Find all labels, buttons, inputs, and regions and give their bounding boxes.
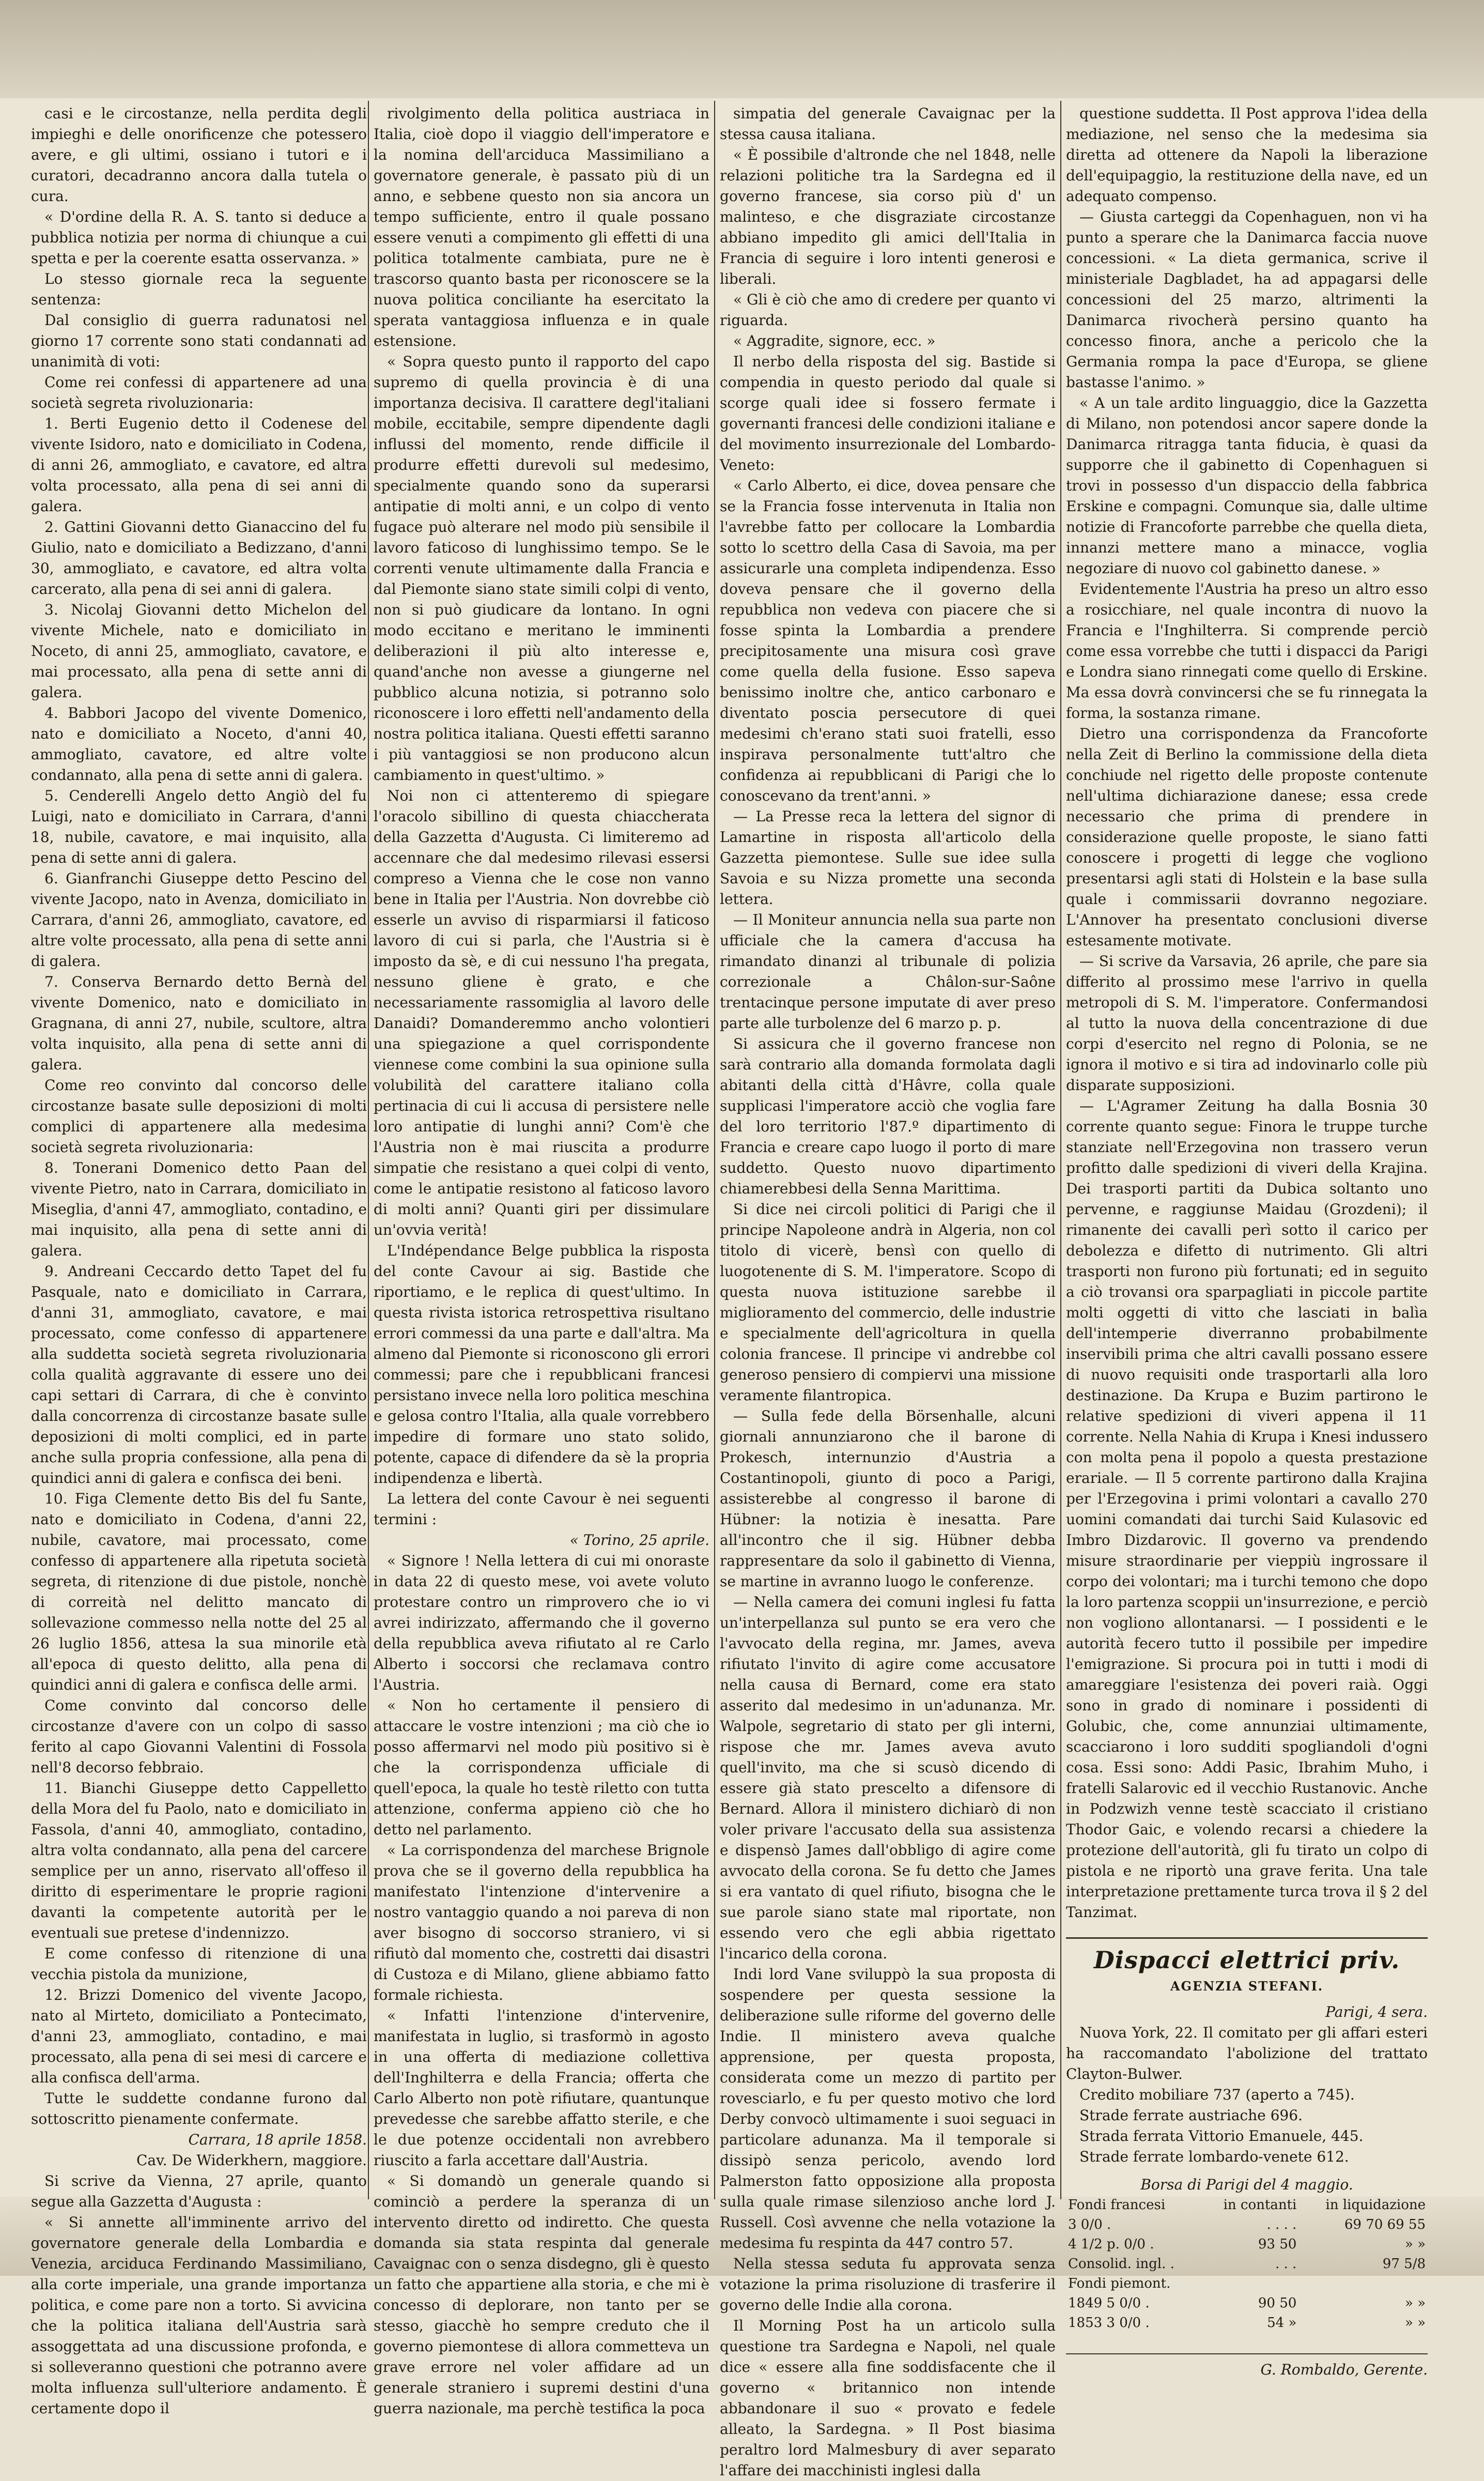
- paragraph: Indi lord Vane sviluppò la sua proposta di sospendere per questa sessione la deliberazione sulle riforme del governo delle Indie. Il ministero aveva qualche apprensione, per questa proposta, considerata come un mezzo di partito per rovesciarlo, e fu per questo motivo che lord Derby convocò ultimamente i suoi seguaci in particolare adunanza. Ma il temporale si dissipò senza pericolo, avendo lord Palmerston fatto opposizione alla proposta sulla quale rimase silenzioso anche lord J. Russell. Così avvenne che nella votazione la medesima fu respinta da 447 contro 57.: [720, 1966, 1056, 2252]
- table-row: [1066, 2274, 1428, 2293]
- table-header-cell: in liquidazione: [1325, 2197, 1426, 2213]
- paragraph: 11. Bianchi Giuseppe detto Cappelletto della Mora del fu Paolo, nato e domiciliato in Fassola, d'anni 40, ammogliato, contadino, altra volta condannato, alla pena del carcere semplice per un anno, riservato all'offeso il diritto di esperimentare le proprie ragioni davanti la competente autorità per le eventuali sue pretese d'indennizzo.: [31, 1780, 367, 1941]
- paragraph: — Si scrive da Varsavia, 26 aprile, che pare sia differito al prossimo mese l'arrivo in quella metropoli di S. M. l'imperatore. Confermandosi al tutto la nuova della concentrazione di due corpi d'esercito nel regno di Polonia, se ne ignora il motivo e si tira ad indovinarlo colle più disparate supposizioni.: [1066, 953, 1428, 1094]
- paragraph: — Il Moniteur annuncia nella sua parte non ufficiale che la camera d'accusa ha rimandato dinanzi al tribunale di polizia correzionale a Châlon-sur-Saône trentacinque persone imputate di aver preso parte alle turbolenze del 6 marzo p. p.: [720, 911, 1056, 1032]
- paragraph: 5. Cenderelli Angelo detto Angiò del fu Luigi, nato e domiciliato in Carrara, d'anni 18, nubile, cavatore, e mai inquisito, alla pena di sette anni di galera.: [31, 787, 367, 866]
- table-cell: 97 5/8: [1382, 2256, 1426, 2272]
- table-cell: Fondi piemont.: [1068, 2276, 1171, 2291]
- table-cell: » »: [1404, 2237, 1426, 2252]
- paragraph: « D'ordine della R. A. S. tanto si deduce a pubblica notizia per norma di chiunque a cui spetta e per la coerente esatta osservanza. »: [31, 208, 367, 267]
- manager-signature: G. Rombaldo, Gerente.: [1066, 2353, 1428, 2380]
- table-row: [1066, 2254, 1428, 2274]
- paragraph: 4. Babbori Jacopo del vivente Domenico, nato e domiciliato a Noceto, d'anni 40, ammogliato, cavatore, ed altre volte condannato, alla pena di sette anni di galera.: [31, 705, 367, 784]
- paragraph: « Non ho certamente il pensiero di attaccare le vostre intenzioni ; ma ciò che io posso affermarvi nel modo più positivo si è che la corrispondenza ufficiale di quell'epoca, la quale ho testè riletto con tutta attenzione, conferma appieno ciò che ho detto nel parlamento.: [374, 1697, 709, 1838]
- paragraph: Dietro una corrispondenza da Francoforte nella Zeit di Berlino la commissione della dieta conchiude nel rigetto delle proposte contenute nell'ultima dichiarazione danese; essa crede necessario che prima di prendere in considerazione quelle proposte, le siano fatti conoscere i progetti di legge che vogliono presentarsi agli stati di Holstein e la base sulla quale i commissarii dovranno negoziare. L'Annover ha presentato conclusioni diverse estesamente motivate.: [1066, 725, 1428, 949]
- paragraph: — Nella camera dei comuni inglesi fu fatta un'interpellanza sul punto se era vero che l'avvocato della regina, mr. James, aveva rifiutato l'invito di agire come accusatore nella causa di Bernard, come era stato asserito dal medesimo in un'adunanza. Mr. Walpole, segretario di stato per gli interni, rispose che mr. James aveva avuto quell'invito, ma che si scusò dicendo di essere già stato prescelto a difensore di Bernard. Allora il ministero dichiarò di non voler privare l'accusato della sua assistenza e dispensò James dall'obbligo di agire come avvocato della corona. Se fu detto che James si era vantato di quel rifiuto, bisogna che le sue parole siano state mal riportate, non essendo vero che egli abbia rigettato l'incarico della corona.: [720, 1594, 1056, 1962]
- paragraph: 12. Brizzi Domenico del vivente Jacopo, nato al Mirteto, domiciliato a Pontecimato, d'anni 23, ammogliato, contadino, e mai processato, alla pena di sei mesi di carcere e alla confisca dell'arma.: [31, 1986, 367, 2086]
- paragraph: « A un tale ardito linguaggio, dice la Gazzetta di Milano, non potendosi ancor sapere donde la Danimarca ritragga tanta fiducia, è quasi da supporre che il gabinetto di Copenhaguen si trovi in possesso d'un dispaccio della fabbrica Erskine e compagni. Comunque sia, dalle ultime notizie di Francoforte parrebbe che quella dieta, innanzi mettere mano a minacce, voglia negoziare di nuovo col gabinetto danese. »: [1066, 394, 1428, 577]
- dispatch-item: Strada ferrata Vittorio Emanuele, 445.: [1079, 2127, 1364, 2145]
- table-cell: 1849 5 0/0 .: [1068, 2295, 1150, 2311]
- paragraph: « È possibile d'altronde che nel 1848, nelle relazioni politiche tra la Sardegna ed il governo francese, sia corso più d' un malinteso, e che disgraziate circostanze abbiano impedito gli amici dell'Italia in Francia di seguire i loro intenti generosi e liberali.: [720, 146, 1056, 287]
- paragraph: 7. Conserva Bernardo detto Bernà del vivente Domenico, nato e domiciliato in Gragnana, di anni 27, nubile, scultore, altra volta inquisito, alla pena di sette anni di galera.: [31, 973, 367, 1073]
- paragraph: « Aggradite, signore, ecc. »: [733, 332, 936, 349]
- paragraph: rivolgimento della politica austriaca in Italia, cioè dopo il viaggio dell'imperatore e la nomina dell'arciduca Massimiliano a governatore generale, è passato più di un anno, e sebbene questo non sia ancora un tempo sufficiente, entro il quale possano essere venuti a compimento gli effetti di una politica totalmente cambiata, pure ne è trascorso quanto basta per riconoscere se la nuova politica conciliante ha esercitato la sperata vantaggiosa influenza e in quale estensione.: [374, 105, 709, 349]
- paragraph: Lo stesso giornale reca la seguente sentenza:: [31, 270, 367, 308]
- dateline: Carrara, 18 aprile 1858.: [188, 2131, 367, 2148]
- paragraph: « La corrispondenza del marchese Brignole prova che se il governo della repubblica ha manifestato l'intenzione d'intervenire a nostro vantaggio quando a noi pareva di non aver bisogno di soccorso straniero, vi si rifiutò dal momento che, costretti dai disastri di Custoza e di Milano, gliene abbiamo fatto formale richiesta.: [374, 1842, 709, 2003]
- paragraph: Il nerbo della risposta del sig. Bastide si compendia in questo periodo dal quale si scorge quali idee si fossero fermate i governanti francesi delle condizioni italiane e del movimento insurrezionale del Lombardo-Veneto:: [720, 353, 1056, 473]
- paragraph: 1. Berti Eugenio detto il Codenese del vivente Isidoro, nato e domiciliato in Codena, di anni 26, ammogliato, e cavatore, ed altra volta processato, alla pena di sei anni di galera.: [31, 415, 367, 515]
- column-rule: [368, 101, 369, 2199]
- dispatches-heading: Dispacci elettrici priv.: [1066, 1937, 1428, 1974]
- table-row: [1066, 2234, 1428, 2254]
- paragraph: Nella stessa seduta fu approvata senza votazione la prima risoluzione di trasferire il governo delle Indie alla corona.: [720, 2255, 1056, 2314]
- table-cell: » »: [1404, 2295, 1426, 2311]
- table-cell: Consolid. ingl. .: [1068, 2256, 1174, 2272]
- table-cell: [1203, 2274, 1298, 2293]
- paragraph: L'Indépendance Belge pubblica la risposta del conte Cavour ai sig. Bastide che riportiamo, e le replica di quest'ultimo. In questa rivista istorica retrospettiva risultano errori commessi da una parte e dall'altra. Ma almeno dal Piemonte si riconoscono gli errori commessi; pare che i repubblicani francesi persistano invece nella loro politica meschina e gelosa contro l'Italia, alla quale vorrebbero impedire di formare uno stato solido, potente, capace di difendere da sè la propria indipendenza e libertà.: [374, 1242, 709, 1487]
- column-3: [720, 103, 1056, 2479]
- column-rule: [1060, 101, 1061, 2199]
- paragraph: Si dice nei circoli politici di Parigi che il principe Napoleone andrà in Algeria, non col titolo di vicerè, bensì con quello di luogotenente di S. M. l'imperatore. Scopo di questa nuova istituzione sarebbe il miglioramento del commercio, delle industrie e specialmente dell'agricoltura in quella colonia francese. Il principe vi andrebbe col generoso pensiero di compiervi una missione veramente filantropica.: [720, 1201, 1056, 1404]
- paragraph: « Sopra questo punto il rapporto del capo supremo di quella provincia è di una importanza decisiva. Il carattere degl'italiani mobile, eccitabile, sempre dipendente dagli influssi del momento, rende difficile il produrre effetti durevoli sul medesimo, specialmente quando sono da superarsi antipatie di molti anni, e un colpo di vento fugace può alterare nel modo più sensibile il lavoro faticoso di lunghissimo tempo. Se le correnti venute ultimamente dalla Francia e dal Piemonte siano state simili colpi di vento, non si può giudicare da lontano. In ogni modo eccitano e meritano le imminenti deliberazioni il più alto interesse e, quand'anche non avesse a giungerne nel pubblico alcuna notizia, si potranno solo riconoscere i loro effetti nell'andamento della nostra politica italiana. Questi effetti saranno i più vantaggiosi se non producono alcun cambiamento in quest'ultimo. »: [374, 353, 709, 784]
- table-cell: . . .: [1275, 2256, 1297, 2272]
- paragraph: « Infatti l'intenzione d'intervenire, manifestata in luglio, si trasformò in agosto in una offerta di mediazione collettiva dell'Inghilterra e della Francia; offerta che Carlo Alberto non potè rifiutare, quantunque prevedesse che sarebbe affatto sterile, e che le due potenze occidentali non avrebbero riuscito a farla accettare dall'Austria.: [374, 2007, 709, 2169]
- paragraph: Come reo convinto dal concorso delle circostanze basate sulle deposizioni di molti complici di appartenere alla medesima società segreta rivoluzionaria:: [31, 1077, 367, 1156]
- paragraph: Dal consiglio di guerra radunatosi nel giorno 17 corrente sono stati condannati ad unanimità di voti:: [31, 312, 367, 370]
- table-cell: . . . .: [1266, 2217, 1297, 2232]
- paragraph: 3. Nicolaj Giovanni detto Michelon del vivente Michele, nato e domiciliato in Noceto, di anni 25, ammogliato, cavatore, e mai processato, alla pena di sette anni di galera.: [31, 601, 367, 701]
- dispatch-item: Credito mobiliare 737 (aperto a 745).: [1079, 2086, 1355, 2103]
- bourse-table: [1066, 2195, 1428, 2333]
- column-1: [31, 103, 367, 2417]
- paragraph: 8. Tonerani Domenico detto Paan del vivente Pietro, nato in Carrara, domiciliato in Miseglia, d'anni 47, ammogliato, contadino, e mai inquisito, alla pena di sette anni di galera.: [31, 1159, 367, 1259]
- paragraph: questione suddetta. Il Post approva l'idea della mediazione, nel senso che la medesima sia diretta ad ottenere da Napoli la liberazione dell'equipaggio, la restituzione della nave, ed un adequato compenso.: [1066, 105, 1428, 205]
- dispatch-dateline: Parigi, 4 sera.: [1325, 2003, 1428, 2020]
- table-cell: [1298, 2274, 1428, 2293]
- table-row: [1066, 2313, 1428, 2333]
- paragraph: « Carlo Alberto, ei dice, dovea pensare che se la Francia fosse intervenuta in Italia non l'avrebbe fatto per collocare la Lombardia sotto lo scettro della Casa di Savoia, ma per assicurarle una completa indipendenza. Esso doveva pensare che il governo della repubblica non vedeva con piacere che si fosse spinta la Lombardia a prendere precipitosamente una misura così grave come quella della fusione. Esso sapeva benissimo inoltre che, antico carbonaro e diventato poscia persecutore di quei medesimi ch'erano stati suoi fratelli, esso inspirava personalmente tutt'altro che confidenza ai repubblicani di Parigi che lo conoscevano da trent'anni. »: [720, 477, 1056, 804]
- signature: Cav. De Widerkhern, maggiore.: [136, 2152, 367, 2169]
- paragraph: simpatia del generale Cavaignac per la stessa causa italiana.: [720, 105, 1056, 143]
- column-2: [374, 103, 709, 2417]
- table-cell: 93 50: [1258, 2237, 1297, 2252]
- paragraph: Come convinto dal concorso delle circostanze d'avere con un colpo di sasso ferito al capo Giovanni Valentini di Fossola nell'8 decorso febbraio.: [31, 1697, 367, 1776]
- paragraph: 9. Andreani Ceccardo detto Tapet del fu Pasquale, nato e domiciliato in Carrara, d'anni 31, ammogliato, cavatore, e mai processato, come confesso di appartenere alla suddetta società segreta rivoluzionaria colla qualità aggravante di essere uno dei capi settari di Carrara, di che è convinto dalla concorrenza di circostanze basate sulle deposizioni di molti complici, ed in parte anche sulla propria confessione, alla pena di quindici anni di galera e confisca dei beni.: [31, 1263, 367, 1487]
- table-row: [1066, 2293, 1428, 2313]
- paragraph: casi e le circostanze, nella perdita degli impieghi e delle onorificenze che potessero avere, e gli ultimi, ossiano i tutori e i curatori, decadranno ancora dalla tutela o cura.: [31, 105, 367, 205]
- table-row: [1066, 2215, 1428, 2234]
- agency-name: AGENZIA STEFANI.: [1170, 1979, 1324, 1994]
- table-header-row: [1066, 2195, 1428, 2215]
- column-4: [1066, 103, 1428, 2378]
- paragraph: 2. Gattini Giovanni detto Gianaccino del fu Giulio, nato e domiciliato a Bedizzano, d'anni 30, ammogliato, e cavatore, ed altra volta carcerato, alla pena di sei anni di galera.: [31, 518, 367, 598]
- dispatch-item: Strade ferrate lombardo-venete 612.: [1079, 2148, 1349, 2165]
- paragraph: La lettera del conte Cavour è nei seguenti termini :: [374, 1490, 709, 1528]
- dispatch-text: Nuova York, 22. Il comitato per gli affari esteri ha raccomandato l'abolizione del trattato Clayton-Bulwer.: [1066, 2024, 1428, 2082]
- paragraph: — L'Agramer Zeitung ha dalla Bosnia 30 corrente quanto segue: Finora le truppe turche stanziate nell'Erzegovina non trassero verun profitto dalle spedizioni di viveri della Krajina. Dei trasporti partiti da Dubica soltanto uno pervenne, e raggiunse Maidau (Grozdeni); il rimanente dei cavalli perì sotto il carico per debolezza e difetto di nutrimento. Gli altri trasporti non furono più fortunati; ed in seguito a ciò trovansi ora sparpagliati in piccole partite molti oggetti di vitto che lasciati in balìa dell'intemperie diverranno probabilmente inservibili prima che altri cavalli possano essere di nuovo requisiti onde trasportarli alla loro destinazione. Da Krupa e Buzim partirono le relative spedizioni di viveri appena il 11 corrente. Nella Nahia di Krupa i Knesi indussero con molta pena il popolo a questa prestazione erariale. — Il 5 corrente partirono dalla Krajina per l'Erzegovina i primi volontari a cavallo 270 uomini comandati dai turchi Said Kulasovic ed Imbro Dizdarovic. Il governo va prendendo misure straordinarie per vieppiù ingrossare il corpo dei volontari; ma i turchi temono che dopo la loro partenza scoppii un'insurrezione, e perciò non vogliono allontanarsi. — I possidenti e le autorità fecero tutto il possibile per impedire l'emigrazione. Si procura poi in tutti i modi di amareggiare l'esistenza dei poveri raià. Oggi sono in grado di nominare i possidenti di Golubic, che, come annunziai ultimamente, scacciarono i loro sudditi spogliandoli d'ogni cosa. Essi sono: Addi Pasic, Ibrahim Muho, i fratelli Salarovic ed il vecchio Rustanovic. Anche in Podzwizh venne testè scacciato il cristiano Thodor Gaic, e volendo recarsi a chiedere la protezione dell'autorità, gli fu tirato un colpo di pistola e ne riportò una grave ferita. Una tale interpretazione prettamente turca trova il § 2 del Tanzimat.: [1066, 1097, 1428, 1921]
- table-header-cell: in contanti: [1223, 2197, 1297, 2213]
- table-header-cell: Fondi francesi: [1068, 2197, 1166, 2213]
- paragraph: Tutte le suddette condanne furono dal sottoscritto pienamente confermate.: [31, 2090, 367, 2127]
- bourse-heading: Borsa di Parigi del 4 maggio.: [1140, 2176, 1353, 2193]
- table-cell: 4 1/2 p. 0/0 .: [1068, 2237, 1154, 2252]
- dispatch-item: Strade ferrate austriache 696.: [1079, 2107, 1303, 2124]
- paragraph: Si assicura che il governo francese non sarà contrario alla domanda formolata dagli abitanti della città d'Hâvre, colla quale supplicasi l'imperatore acciò che voglia fare del loro territorio l'87.º dipartimento di Francia e creare capo luogo il porto di mare suddetto. Questo nuovo dipartimento chiamerebbesi della Senna Marittima.: [720, 1035, 1056, 1197]
- paragraph: — Sulla fede della Börsenhalle, alcuni giornali annunziarono che il barone di Prokesch, internunzio d'Austria a Costantinopoli, giunto di poco a Parigi, assisterebbe al congresso il barone di Hübner: la notizia è inesatta. Pare all'incontro che il sig. Hübner debba rappresentare da solo il gabinetto di Vienna, se martine in avranno luogo le conferenze.: [720, 1407, 1056, 1590]
- paragraph: « Signore ! Nella lettera di cui mi onoraste in data 22 di questo mese, voi avete voluto protestare contro un rimprovero che io vi avrei indirizzato, affermando che il governo della repubblica aveva rifiutato al re Carlo Alberto i soccorsi che reclamava contro l'Austria.: [374, 1552, 709, 1693]
- paragraph: « Gli è ciò che amo di credere per quanto vi riguarda.: [720, 291, 1056, 329]
- paragraph: « Si annette all'imminente arrivo del governatore generale della Lombardia e Venezia, arciduca Ferdinando Massimiliano, alla corte imperiale, una grande importanza politica, e come pare non a torto. Si avvicina che la politica italiana dell'Austria sarà assoggettata ad una discussione profonda, e si solleveranno questioni che potranno avere molta influenza sull'ulteriore andamento. È certamente dopo il: [31, 2214, 367, 2417]
- paragraph: « Si domandò un generale quando si cominciò a perdere la speranza di un intervento diretto od indiretto. Che questa domanda sia stata respinta dal generale Cavaignac con o senza disdegno, gli è questo un fatto che appartiene alla storia, e che mi è concesso di deplorare, non tanto per se stesso, giacchè ho sempre creduto che il governo piemontese di allora commetteva un grave errore nel voler affidare ad un generale straniero i supremi destini d'una guerra nazionale, ma perchè testifica la poca: [374, 2172, 709, 2417]
- dateline: « Torino, 25 aprile.: [569, 1532, 709, 1549]
- paragraph: — La Presse reca la lettera del signor di Lamartine in risposta all'articolo della Gazzetta piemontese. Sulle sue idee sulla Savoia e su Nizza promette una seconda lettera.: [720, 808, 1056, 908]
- paragraph: Come rei confessi di appartenere ad una società segreta rivoluzionaria:: [31, 374, 367, 411]
- column-rule: [714, 101, 715, 2199]
- paragraph: — Giusta carteggi da Copenhaguen, non vi ha punto a sperare che la Danimarca faccia nuove concessioni. « La dieta germanica, scrive il ministeriale Dagbladet, ha ad appagarsi delle concessioni del 25 marzo, altrimenti la Danimarca rivocherà persino quanto ha concesso finora, anche a pericolo che la Germania rompa la pace d'Europa, se gliene bastasse l'animo. »: [1066, 208, 1428, 391]
- table-cell: 90 50: [1258, 2295, 1297, 2311]
- paragraph: Il Morning Post ha un articolo sulla questione tra Sardegna e Napoli, nel quale dice « essere alla fine soddisfacente che il governo « britannico non intende abbandonare il suo « provato e fedele alleato, la Sardegna. » Il Post biasima peraltro lord Malmesbury di aver separato l'affare dei macchinisti inglesi dalla: [720, 2317, 1056, 2479]
- page-top-edge: [0, 0, 1484, 98]
- table-cell: 54 »: [1267, 2315, 1297, 2331]
- paragraph: 6. Gianfranchi Giuseppe detto Pescino del vivente Jacopo, nato in Avenza, domiciliato in Carrara, d'anni 26, ammogliato, cavatore, ed altre volte processato, alla pena di sette anni di galera.: [31, 870, 367, 970]
- table-cell: 1853 3 0/0 .: [1068, 2315, 1150, 2331]
- table-cell: 69 70 69 55: [1344, 2217, 1426, 2232]
- table-cell: 3 0/0 .: [1068, 2217, 1111, 2232]
- table-cell: » »: [1404, 2315, 1426, 2331]
- paragraph: 10. Figa Clemente detto Bis del fu Sante, nato e domiciliato in Codena, d'anni 22, nubile, cavatore, mai processato, come confesso di appartenere alla ripetuta società segreta, di ritenzione di due pistole, nonchè di correità nel delitto mancato di sollevazione commesso nella notte del 25 al 26 luglio 1856, attesa la sua minorile età all'epoca di questo delitto, alla pena di quindici anni di galera e confisca delle armi.: [31, 1490, 367, 1693]
- paragraph: Evidentemente l'Austria ha preso un altro esso a rosicchiare, nel quale incontra di nuovo la Francia e l'Inghilterra. Si comprende perciò come essa vorrebbe che tutti i dispacci da Parigi e Londra siano rinnegati come quello di Erskine. Ma essa dovrà convincersi che se fu rinnegata la forma, la sostanza rimane.: [1066, 580, 1428, 722]
- paragraph: Si scrive da Vienna, 27 aprile, quanto segue alla Gazzetta d'Augusta :: [31, 2172, 367, 2210]
- paragraph: Noi non ci attenteremo di spiegare l'oracolo sibillino di questa chiaccherata della Gazzetta d'Augusta. Ci limiteremo ad accennare che dal medesimo rilevasi essersi compreso a Vienna che le cose non vanno bene in Italia per l'Austria. Non dovrebbe ciò esserle un avviso di risparmiarsi il faticoso lavoro di cui si parla, che l'Austria si è imposto da sè, e di cui nessuno l'ha pregata, nessuno gliene è grato, e che necessariamente rassomiglia al lavoro delle Danaidi? Domanderemmo ancho volontieri una spiegazione a quel corrispondente viennese come combini la sua opinione sulla volubilità del carattere italiano colla pertinacia di cui li accusa di persistere nelle loro antipatie di lunghi anni? Com'è che l'Austria non è mai riuscita a produrre simpatie che resistano a quei colpi di vento, come le antipatie resistono al faticoso lavoro di molti anni? Quanti giri per dissimulare un'ovvia verità!: [374, 787, 709, 1238]
- paragraph: E come confesso di ritenzione di una vecchia pistola da munizione,: [31, 1945, 367, 1983]
